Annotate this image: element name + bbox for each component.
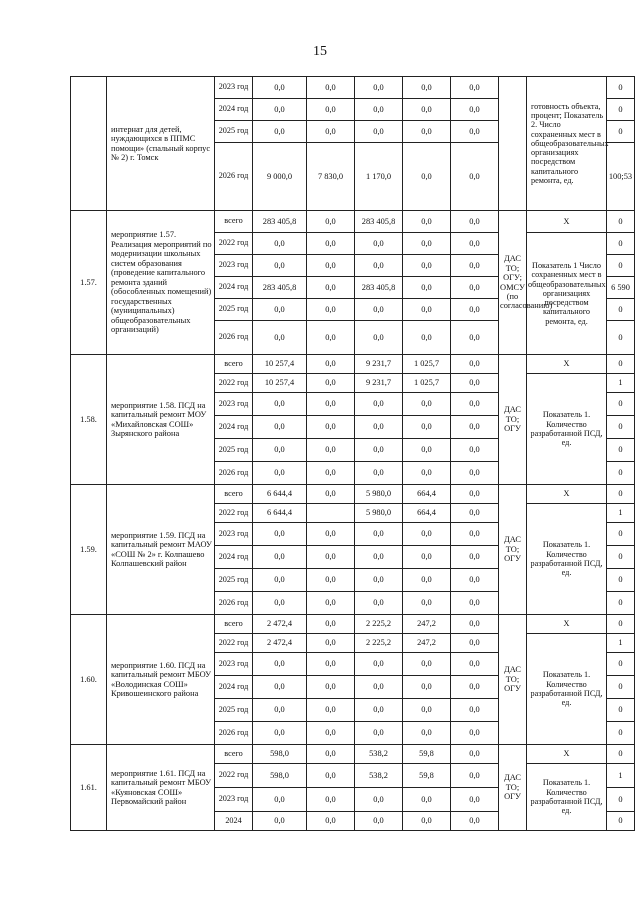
total-cell: 0,0: [253, 77, 307, 99]
indicator-value: 0: [607, 676, 635, 699]
extra-budget-cell: 0,0: [451, 277, 499, 299]
total-cell: 0,0: [253, 569, 307, 592]
regional-cell: 0,0: [355, 676, 403, 699]
total-cell: 598,0: [253, 745, 307, 764]
federal-cell: 0,0: [307, 99, 355, 121]
local-cell: 247,2: [403, 634, 451, 653]
indicator-value: 0: [607, 77, 635, 99]
extra-budget-cell: 0,0: [451, 393, 499, 416]
year-cell: 2022 год: [215, 374, 253, 393]
regional-cell: 0,0: [355, 439, 403, 462]
local-cell: 664,4: [403, 504, 451, 523]
federal-cell: 0,0: [307, 277, 355, 299]
total-cell: 283 405,8: [253, 211, 307, 233]
indicator-value: 1: [607, 764, 635, 788]
indicator-value: 0: [607, 546, 635, 569]
year-cell: 2025 год: [215, 121, 253, 143]
extra-budget-cell: 0,0: [451, 722, 499, 745]
total-cell: 0,0: [253, 653, 307, 676]
extra-budget-cell: 0,0: [451, 653, 499, 676]
federal-cell: 0,0: [307, 393, 355, 416]
total-cell: 0,0: [253, 255, 307, 277]
extra-budget-cell: 0,0: [451, 77, 499, 99]
extra-budget-cell: 0,0: [451, 592, 499, 615]
local-cell: 0,0: [403, 233, 451, 255]
local-cell: 0,0: [403, 676, 451, 699]
local-cell: 0,0: [403, 143, 451, 211]
year-cell: всего: [215, 485, 253, 504]
federal-cell: 0,0: [307, 745, 355, 764]
indicator-name: Показатель 1. Количество разработанной ПСД, ед.: [527, 374, 607, 485]
total-cell: 0,0: [253, 439, 307, 462]
year-cell: всего: [215, 355, 253, 374]
federal-cell: 0,0: [307, 485, 355, 504]
local-cell: 0,0: [403, 592, 451, 615]
local-cell: 0,0: [403, 439, 451, 462]
local-cell: 0,0: [403, 277, 451, 299]
extra-budget-cell: 0,0: [451, 504, 499, 523]
year-cell: 2024 год: [215, 546, 253, 569]
local-cell: 0,0: [403, 211, 451, 233]
federal-cell: 0,0: [307, 416, 355, 439]
indicator-value: 0: [607, 745, 635, 764]
regional-cell: 0,0: [355, 653, 403, 676]
activity-number: 1.58.: [71, 355, 107, 485]
indicator-value: 0: [607, 812, 635, 831]
year-cell: всего: [215, 211, 253, 233]
indicator-value: 1: [607, 374, 635, 393]
local-cell: 0,0: [403, 255, 451, 277]
extra-budget-cell: 0,0: [451, 812, 499, 831]
total-cell: 6 644,4: [253, 485, 307, 504]
activity-name: мероприятие 1.59. ПСД на капитальный ремонт МАОУ «СОШ № 2» г. Колпашево Колпашевский район: [107, 485, 215, 615]
regional-cell: 0,0: [355, 121, 403, 143]
federal-cell: 0,0: [307, 233, 355, 255]
indicator-value: 0: [607, 355, 635, 374]
year-cell: 2026 год: [215, 321, 253, 355]
local-cell: 0,0: [403, 546, 451, 569]
federal-cell: 0,0: [307, 355, 355, 374]
federal-cell: 0,0: [307, 699, 355, 722]
extra-budget-cell: 0,0: [451, 121, 499, 143]
indicator-name: Показатель 1 Число сохраненных мест в общеобразовательных организациях посредством капитального ремонта, ед.: [527, 233, 607, 355]
regional-cell: 283 405,8: [355, 277, 403, 299]
total-cell: 0,0: [253, 592, 307, 615]
indicator-value: 0: [607, 722, 635, 745]
regional-cell: 0,0: [355, 722, 403, 745]
table-row: [71, 355, 635, 374]
indicator-mark: X: [527, 211, 607, 233]
executor-cell: ДАС ТО; ОГУ: [499, 615, 527, 745]
federal-cell: 0,0: [307, 676, 355, 699]
year-cell: 2023 год: [215, 77, 253, 99]
year-cell: 2026 год: [215, 143, 253, 211]
table-row: [71, 615, 635, 634]
local-cell: 0,0: [403, 523, 451, 546]
regional-cell: 0,0: [355, 77, 403, 99]
extra-budget-cell: 0,0: [451, 233, 499, 255]
indicator-value: 0: [607, 416, 635, 439]
table-row: [71, 77, 635, 99]
federal-cell: 0,0: [307, 77, 355, 99]
year-cell: 2023 год: [215, 393, 253, 416]
year-cell: всего: [215, 615, 253, 634]
indicator-name: Показатель 1. Количество разработанной ПСД, ед.: [527, 504, 607, 615]
local-cell: 0,0: [403, 699, 451, 722]
total-cell: 0,0: [253, 699, 307, 722]
total-cell: 9 000,0: [253, 143, 307, 211]
federal-cell: [307, 504, 355, 523]
executor-cell: ДАС ТО; ОГУ; ОМСУ (по согласованию): [499, 211, 527, 355]
federal-cell: 0,0: [307, 462, 355, 485]
indicator-value: 0: [607, 255, 635, 277]
indicator-value: 1: [607, 504, 635, 523]
regional-cell: 0,0: [355, 523, 403, 546]
indicator-value: 0: [607, 393, 635, 416]
local-cell: 0,0: [403, 99, 451, 121]
total-cell: 0,0: [253, 321, 307, 355]
executor-cell: ДАС ТО; ОГУ: [499, 355, 527, 485]
indicator-value: 0: [607, 699, 635, 722]
indicator-name: Показатель 1. Количество разработанной ПСД, ед.: [527, 764, 607, 831]
local-cell: 0,0: [403, 321, 451, 355]
year-cell: 2024 год: [215, 277, 253, 299]
federal-cell: 0,0: [307, 255, 355, 277]
indicator-mark: X: [527, 745, 607, 764]
activity-name: мероприятие 1.57. Реализация мероприятий по модернизации школьных систем образования (проведение капитального ремонта зданий (обособленных помещений) государственных (муниципальных) общеобразовательных организаций): [107, 211, 215, 355]
extra-budget-cell: 0,0: [451, 523, 499, 546]
regional-cell: 0,0: [355, 393, 403, 416]
regional-cell: 0,0: [355, 699, 403, 722]
indicator-value: 0: [607, 211, 635, 233]
table-row: [71, 485, 635, 504]
executor-cell: ДАС ТО; ОГУ: [499, 745, 527, 831]
regional-cell: 2 225,2: [355, 615, 403, 634]
regional-cell: 0,0: [355, 255, 403, 277]
year-cell: 2025 год: [215, 699, 253, 722]
activity-number: 1.60.: [71, 615, 107, 745]
indicator-value: 0: [607, 569, 635, 592]
activity-name: мероприятие 1.61. ПСД на капитальный ремонт МБОУ «Куяновская СОШ» Первомайский район: [107, 745, 215, 831]
local-cell: 0,0: [403, 722, 451, 745]
program-activities-table: [70, 76, 635, 831]
extra-budget-cell: 0,0: [451, 699, 499, 722]
indicator-value: 0: [607, 788, 635, 812]
extra-budget-cell: 0,0: [451, 299, 499, 321]
regional-cell: 5 980,0: [355, 504, 403, 523]
year-cell: 2023 год: [215, 523, 253, 546]
indicator-mark: X: [527, 355, 607, 374]
federal-cell: 0,0: [307, 592, 355, 615]
regional-cell: 0,0: [355, 592, 403, 615]
year-cell: 2026 год: [215, 462, 253, 485]
activity-number: [71, 77, 107, 211]
extra-budget-cell: 0,0: [451, 143, 499, 211]
indicator-value: 0: [607, 592, 635, 615]
year-cell: 2026 год: [215, 592, 253, 615]
indicator-name: Показатель 1. Количество разработанной ПСД, ед.: [527, 634, 607, 745]
regional-cell: 0,0: [355, 546, 403, 569]
total-cell: 0,0: [253, 812, 307, 831]
year-cell: 2025 год: [215, 439, 253, 462]
regional-cell: 0,0: [355, 233, 403, 255]
federal-cell: 0,0: [307, 634, 355, 653]
federal-cell: 7 830,0: [307, 143, 355, 211]
year-cell: 2022 год: [215, 504, 253, 523]
regional-cell: 9 231,7: [355, 355, 403, 374]
total-cell: 0,0: [253, 99, 307, 121]
federal-cell: 0,0: [307, 569, 355, 592]
year-cell: 2023 год: [215, 653, 253, 676]
indicator-value: 6 590: [607, 277, 635, 299]
indicator-mark: X: [527, 485, 607, 504]
indicator-value: 100;53: [607, 143, 635, 211]
local-cell: 59,8: [403, 764, 451, 788]
extra-budget-cell: 0,0: [451, 321, 499, 355]
regional-cell: 538,2: [355, 745, 403, 764]
total-cell: 283 405,8: [253, 277, 307, 299]
federal-cell: 0,0: [307, 121, 355, 143]
extra-budget-cell: 0,0: [451, 211, 499, 233]
year-cell: всего: [215, 745, 253, 764]
regional-cell: 0,0: [355, 99, 403, 121]
regional-cell: 0,0: [355, 569, 403, 592]
federal-cell: 0,0: [307, 722, 355, 745]
year-cell: 2024 год: [215, 676, 253, 699]
year-cell: 2022 год: [215, 634, 253, 653]
indicator-value: 0: [607, 615, 635, 634]
federal-cell: 0,0: [307, 211, 355, 233]
local-cell: 0,0: [403, 416, 451, 439]
year-cell: 2022 год: [215, 233, 253, 255]
regional-cell: 538,2: [355, 764, 403, 788]
total-cell: 2 472,4: [253, 634, 307, 653]
local-cell: 0,0: [403, 77, 451, 99]
indicator-value: 0: [607, 653, 635, 676]
total-cell: 598,0: [253, 764, 307, 788]
federal-cell: 0,0: [307, 523, 355, 546]
executor-cell: [499, 77, 527, 211]
regional-cell: 0,0: [355, 812, 403, 831]
federal-cell: 0,0: [307, 374, 355, 393]
extra-budget-cell: 0,0: [451, 255, 499, 277]
year-cell: 2026 год: [215, 722, 253, 745]
local-cell: 664,4: [403, 485, 451, 504]
activity-name: интернат для детей, нуждающихся в ППМС помощи» (спальный корпус № 2) г. Томск: [107, 77, 215, 211]
total-cell: 0,0: [253, 299, 307, 321]
local-cell: 59,8: [403, 745, 451, 764]
regional-cell: 283 405,8: [355, 211, 403, 233]
executor-cell: ДАС ТО; ОГУ: [499, 485, 527, 615]
indicator-mark: X: [527, 615, 607, 634]
activity-name: мероприятие 1.58. ПСД на капитальный ремонт МОУ «Михайловская СОШ» Зырянского района: [107, 355, 215, 485]
indicator-value: 0: [607, 439, 635, 462]
regional-cell: 1 170,0: [355, 143, 403, 211]
extra-budget-cell: 0,0: [451, 676, 499, 699]
local-cell: 0,0: [403, 299, 451, 321]
total-cell: 0,0: [253, 416, 307, 439]
table-row: [71, 745, 635, 764]
extra-budget-cell: 0,0: [451, 569, 499, 592]
year-cell: 2025 год: [215, 569, 253, 592]
total-cell: 0,0: [253, 722, 307, 745]
local-cell: 0,0: [403, 393, 451, 416]
year-cell: 2023 год: [215, 255, 253, 277]
local-cell: 1 025,7: [403, 374, 451, 393]
activity-number: 1.61.: [71, 745, 107, 831]
extra-budget-cell: 0,0: [451, 546, 499, 569]
total-cell: 0,0: [253, 121, 307, 143]
year-cell: 2024: [215, 812, 253, 831]
federal-cell: 0,0: [307, 299, 355, 321]
extra-budget-cell: 0,0: [451, 745, 499, 764]
extra-budget-cell: 0,0: [451, 374, 499, 393]
total-cell: 0,0: [253, 462, 307, 485]
total-cell: 0,0: [253, 233, 307, 255]
extra-budget-cell: 0,0: [451, 485, 499, 504]
activity-number: 1.59.: [71, 485, 107, 615]
extra-budget-cell: 0,0: [451, 615, 499, 634]
total-cell: 2 472,4: [253, 615, 307, 634]
extra-budget-cell: 0,0: [451, 462, 499, 485]
year-cell: 2023 год: [215, 788, 253, 812]
federal-cell: 0,0: [307, 764, 355, 788]
federal-cell: 0,0: [307, 653, 355, 676]
total-cell: 0,0: [253, 788, 307, 812]
activity-name: мероприятие 1.60. ПСД на капитальный ремонт МБОУ «Володинская СОШ» Кривошеинского района: [107, 615, 215, 745]
federal-cell: 0,0: [307, 546, 355, 569]
extra-budget-cell: 0,0: [451, 99, 499, 121]
page-number: 15: [313, 44, 327, 59]
extra-budget-cell: 0,0: [451, 764, 499, 788]
federal-cell: 0,0: [307, 615, 355, 634]
local-cell: 0,0: [403, 653, 451, 676]
extra-budget-cell: 0,0: [451, 634, 499, 653]
indicator-value: 0: [607, 99, 635, 121]
local-cell: 0,0: [403, 569, 451, 592]
year-cell: 2022 год: [215, 764, 253, 788]
indicator-value: 0: [607, 523, 635, 546]
year-cell: 2024 год: [215, 99, 253, 121]
regional-cell: 5 980,0: [355, 485, 403, 504]
extra-budget-cell: 0,0: [451, 788, 499, 812]
local-cell: 1 025,7: [403, 355, 451, 374]
extra-budget-cell: 0,0: [451, 355, 499, 374]
total-cell: 0,0: [253, 393, 307, 416]
local-cell: 0,0: [403, 121, 451, 143]
total-cell: 0,0: [253, 523, 307, 546]
extra-budget-cell: 0,0: [451, 439, 499, 462]
indicator-value: 1: [607, 634, 635, 653]
regional-cell: 0,0: [355, 462, 403, 485]
indicator-value: 0: [607, 462, 635, 485]
total-cell: 10 257,4: [253, 355, 307, 374]
table-row: [71, 211, 635, 233]
local-cell: 0,0: [403, 462, 451, 485]
local-cell: 0,0: [403, 812, 451, 831]
total-cell: 0,0: [253, 676, 307, 699]
indicator-value: 0: [607, 321, 635, 355]
year-cell: 2024 год: [215, 416, 253, 439]
indicator-value: 0: [607, 485, 635, 504]
local-cell: 0,0: [403, 788, 451, 812]
indicator-value: 0: [607, 299, 635, 321]
total-cell: 0,0: [253, 546, 307, 569]
total-cell: 10 257,4: [253, 374, 307, 393]
regional-cell: 0,0: [355, 299, 403, 321]
regional-cell: 0,0: [355, 788, 403, 812]
indicator-name: готовность объекта, процент; Показатель 2. Число сохраненных мест в общеобразовательных организациях посредством капитального ремонта, ед.: [527, 77, 607, 211]
local-cell: 247,2: [403, 615, 451, 634]
federal-cell: 0,0: [307, 321, 355, 355]
extra-budget-cell: 0,0: [451, 416, 499, 439]
regional-cell: 0,0: [355, 321, 403, 355]
regional-cell: 0,0: [355, 416, 403, 439]
indicator-value: 0: [607, 121, 635, 143]
federal-cell: 0,0: [307, 812, 355, 831]
activity-number: 1.57.: [71, 211, 107, 355]
total-cell: 6 644,4: [253, 504, 307, 523]
regional-cell: 9 231,7: [355, 374, 403, 393]
indicator-value: 0: [607, 233, 635, 255]
federal-cell: 0,0: [307, 788, 355, 812]
federal-cell: 0,0: [307, 439, 355, 462]
year-cell: 2025 год: [215, 299, 253, 321]
regional-cell: 2 225,2: [355, 634, 403, 653]
